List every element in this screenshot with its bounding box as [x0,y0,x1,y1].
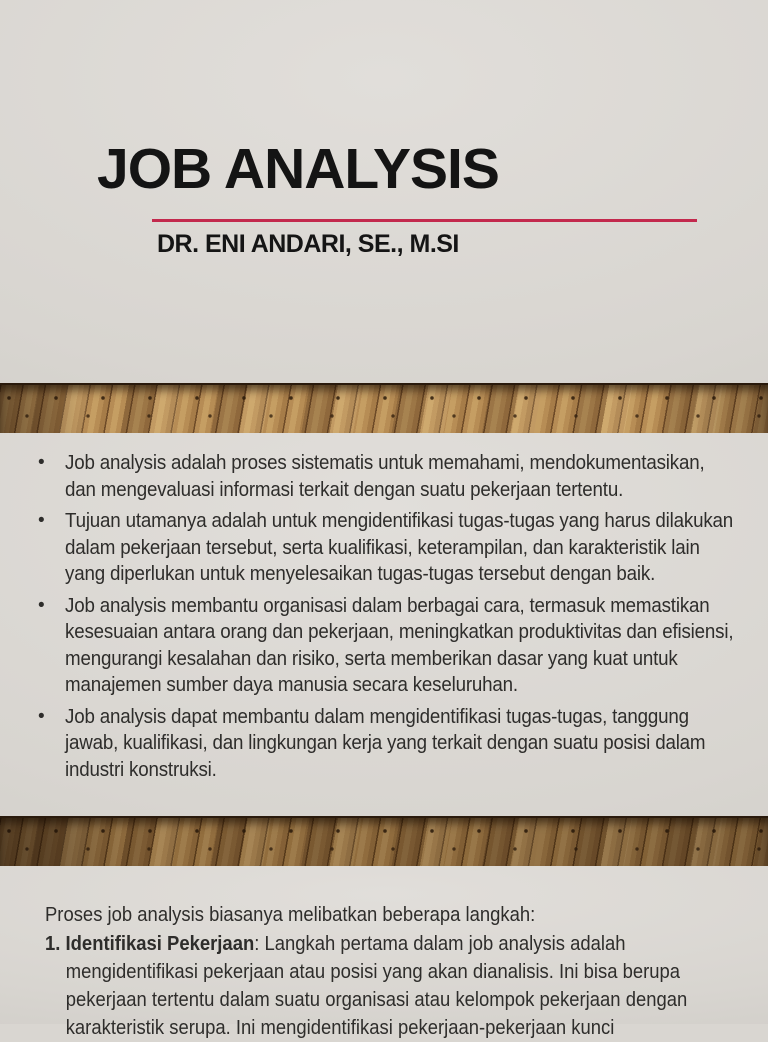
step-label: Identifikasi Pekerjaan [65,932,255,955]
bullet-icon: • [38,452,45,473]
bullet-icon: • [38,510,45,531]
bullet-list [36,450,768,788]
step-body: Langkah pertama dalam job analysis adalah mengidentifikasi pekerjaan atau posisi yang akan dianalisis. Ini bisa berupa pekerjaan tertentu dalam suatu organisasi atau kelompok pekerjaan dengan karakteristik serupa. Ini mengidentifikasi pekerjaan-pekerjaan kunci [65,932,688,1039]
process-text [45,901,738,1042]
process-block [45,901,768,1042]
bullet-icon: • [38,594,45,616]
wood-floor-strip [0,816,768,866]
list-item [36,450,768,503]
list-item [36,593,768,699]
list-item [36,508,768,588]
presentation-author: DR. ENI ANDARI, SE., M.SI [157,230,459,258]
presentation-title: JOB ANALYSIS [97,137,499,202]
bullet-text: Job analysis membantu organisasi dalam berbagai cara, termasuk memastikan kesesuaian antara orang dan pekerjaan, meningkatkan produktivitas dan efisiensi, mengurangi kesalahan dan risiko, serta memberikan dasar yang kuat untuk manajemen sumber daya manusia secara keseluruhan. [65,593,734,696]
list-item [36,704,768,784]
step-separator: : [254,932,265,955]
numbered-step [45,930,738,1042]
accent-divider-line [152,219,697,222]
bullet-text: Job analysis dapat membantu dalam mengidentifikasi tugas-tugas, tanggung jawab, kualifikasi, dan lingkungan kerja yang terkait dengan suatu posisi dalam industri konstruksi. [65,704,706,781]
title-slide [0,0,768,433]
wood-floor-strip [0,383,768,433]
bullet-icon: • [38,705,45,727]
process-intro: Proses job analysis biasanya melibatkan beberapa langkah: [45,903,536,926]
bullet-text: Tujuan utamanya adalah untuk mengidentifikasi tugas-tugas yang harus dilakukan dalam pekerjaan tersebut, serta kualifikasi, keterampilan, dan karakteristik lain yang diperlukan untuk menyelesaikan tugas-tugas tersebut dengan baik. [65,509,734,585]
process-slide [0,866,768,1039]
bullet-text: Job analysis adalah proses sistematis untuk memahami, mendokumentasikan, dan mengevaluasi informasi terkait dengan suatu pekerjaan tertentu. [65,451,705,501]
step-number: 1. [45,932,61,955]
overview-slide [0,433,768,866]
